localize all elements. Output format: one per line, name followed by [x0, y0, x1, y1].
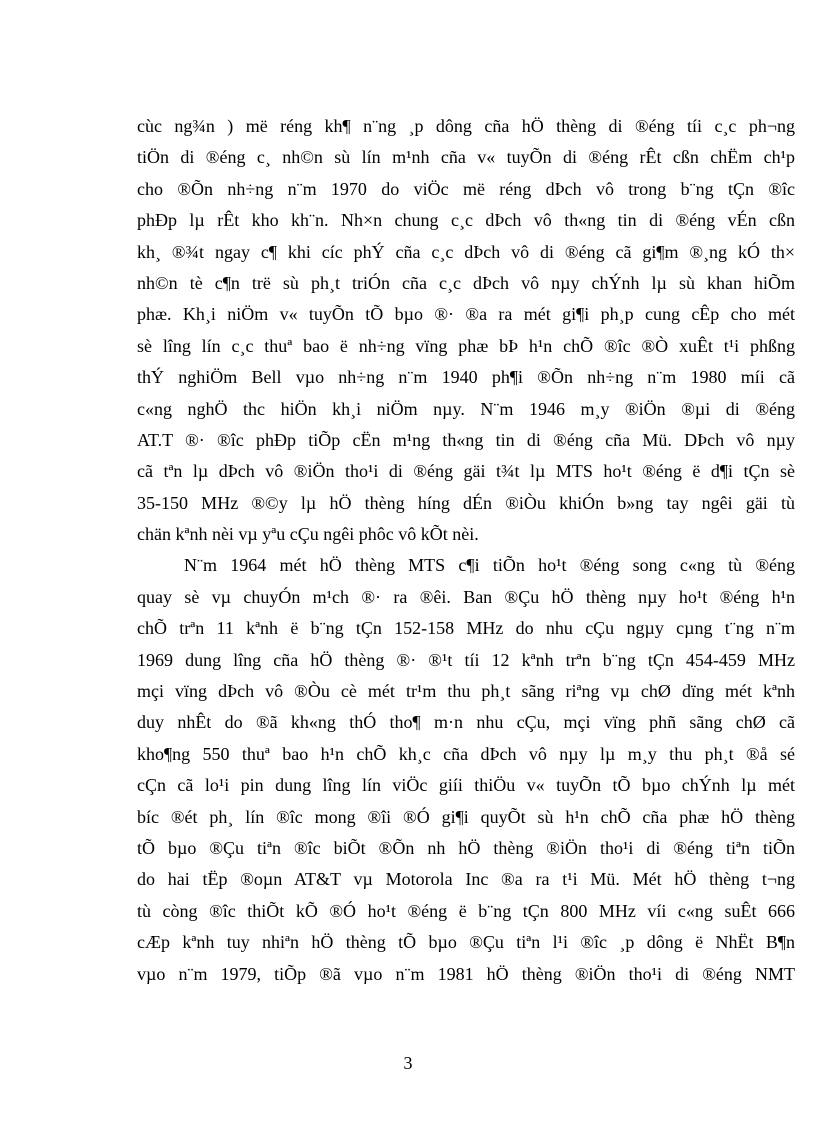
text-line: chän kªnh nèi vµ yªu cÇu ngêi phôc vô kÕt nèi.	[137, 524, 479, 545]
text-line: kh¸ ®¾t ngay c¶ khi cíc phÝ cña c¸c dÞch vô di ®éng cã gi¶m ®¸ng kÓ th×	[137, 241, 795, 262]
text-line: chÕ trªn 11 kªnh ë b¨ng tÇn 152-158 MHz do nhu cÇu ngµy cµng t¨ng n¨m	[137, 618, 795, 639]
text-line: phæ. Kh¸i niÖm v« tuyÕn tÕ bµo ®· ®a ra mét gi¶i ph¸p cung cÊp cho mét	[137, 304, 795, 325]
text-line: cÇn cã lo¹i pin dung lîng lín viÖc giíi thiÖu v« tuyÕn tÕ bµo chÝnh lµ mét	[137, 775, 795, 796]
text-line: vµo n¨m 1979, tiÕp ®ã vµo n¨m 1981 hÖ thèng ®iÖn tho¹i di ®éng NMT	[137, 963, 795, 984]
text-line: nh©n tè c¶n trë sù ph¸t triÓn cña c¸c dÞch vô nµy chÝnh lµ sù khan hiÕm	[137, 272, 795, 293]
text-line: kho¶ng 550 thuª bao h¹n chÕ kh¸c cña dÞch vô nµy lµ m¸y thu ph¸t ®å sé	[137, 743, 795, 764]
text-line: cho ®Õn nh÷ng n¨m 1970 do viÖc më réng dÞch vô trong b¨ng tÇn ®îc	[137, 178, 795, 199]
text-line: duy nhÊt do ®ã kh«ng thÓ tho¶ m·n nhu cÇu, mçi vïng phñ sãng chØ cã	[137, 712, 795, 733]
text-line: thÝ nghiÖm Bell vµo nh÷ng n¨m 1940 ph¶i ®Õn nh÷ng n¨m 1980 míi cã	[137, 367, 795, 388]
text-line: mçi vïng dÞch vô ®Òu cè mét tr¹m thu ph¸t sãng riªng vµ chØ dïng mét kªnh	[137, 681, 795, 702]
text-line: N¨m 1964 mét hÖ thèng MTS c¶i tiÕn ho¹t ®éng song c«ng tù ®éng	[184, 555, 795, 576]
text-line: c«ng nghÖ thc hiÖn kh¸i niÖm nµy. N¨m 1946 m¸y ®iÖn ®µi di ®éng	[137, 398, 795, 419]
text-line: cùc ng¾n ) më réng kh¶ n¨ng ¸p dông cña hÖ thèng di ®éng tíi c¸c ph¬ng	[137, 116, 795, 136]
page-number: 3	[403, 1053, 413, 1073]
text-line: do hai tËp ®oµn AT&T vµ Motorola Inc ®a ra t¹i Mü. Mét hÖ thèng t¬ng	[137, 869, 795, 890]
text-line: tÕ bµo ®Çu tiªn ®îc biÕt ®Õn nh hÖ thèng ®iÖn tho¹i di ®éng tiªn tiÕn	[137, 837, 795, 858]
text-line: AT.T ®· ®îc phÐp tiÕp cËn m¹ng th«ng tin di ®éng cña Mü. DÞch vô nµy	[137, 429, 795, 450]
text-line: quay sè vµ chuyÓn m¹ch ®· ra ®êi. Ban ®Çu hÖ thèng nµy ho¹t ®éng h¹n	[137, 586, 795, 607]
text-line: tù còng ®îc thiÕt kÕ ®Ó ho¹t ®éng ë b¨ng tÇn 800 MHz víi c«ng suÊt 666	[137, 900, 795, 921]
body-text	[137, 111, 795, 990]
text-line: cã tªn lµ dÞch vô ®iÖn tho¹i di ®éng gäi t¾t lµ MTS ho¹t ®éng ë d¶i tÇn sè	[137, 461, 795, 482]
text-line: cÆp kªnh tuy nhiªn hÖ thèng tÕ bµo ®Çu tiªn l¹i ®îc ¸p dông ë NhËt B¶n	[137, 932, 795, 953]
text-line: sè lîng lín c¸c thuª bao ë nh÷ng vïng phæ bÞ h¹n chÕ ®îc ®Ò xuÊt t¹i phßng	[137, 335, 795, 356]
text-line: 1969 dung lîng cña hÖ thèng ®· ®¹t tíi 12 kªnh trªn b¨ng tÇn 454-459 MHz	[137, 649, 795, 670]
text-line: phÐp lµ rÊt kho kh¨n. Nh×n chung c¸c dÞch vô th«ng tin di ®éng vÉn cßn	[137, 210, 795, 231]
text-line: bíc ®ét ph¸ lín ®îc mong ®îi ®Ó gi¶i quyÕt sù h¹n chÕ cña phæ hÖ thèng	[137, 806, 795, 827]
text-line: 35-150 MHz ®©y lµ hÖ thèng híng dÉn ®iÒu khiÓn b»ng tay ngêi gäi tù	[137, 492, 795, 513]
text-line: tiÖn di ®éng c¸ nh©n sù lín m¹nh cña v« tuyÕn di ®éng rÊt cßn chËm ch¹p	[137, 147, 795, 168]
